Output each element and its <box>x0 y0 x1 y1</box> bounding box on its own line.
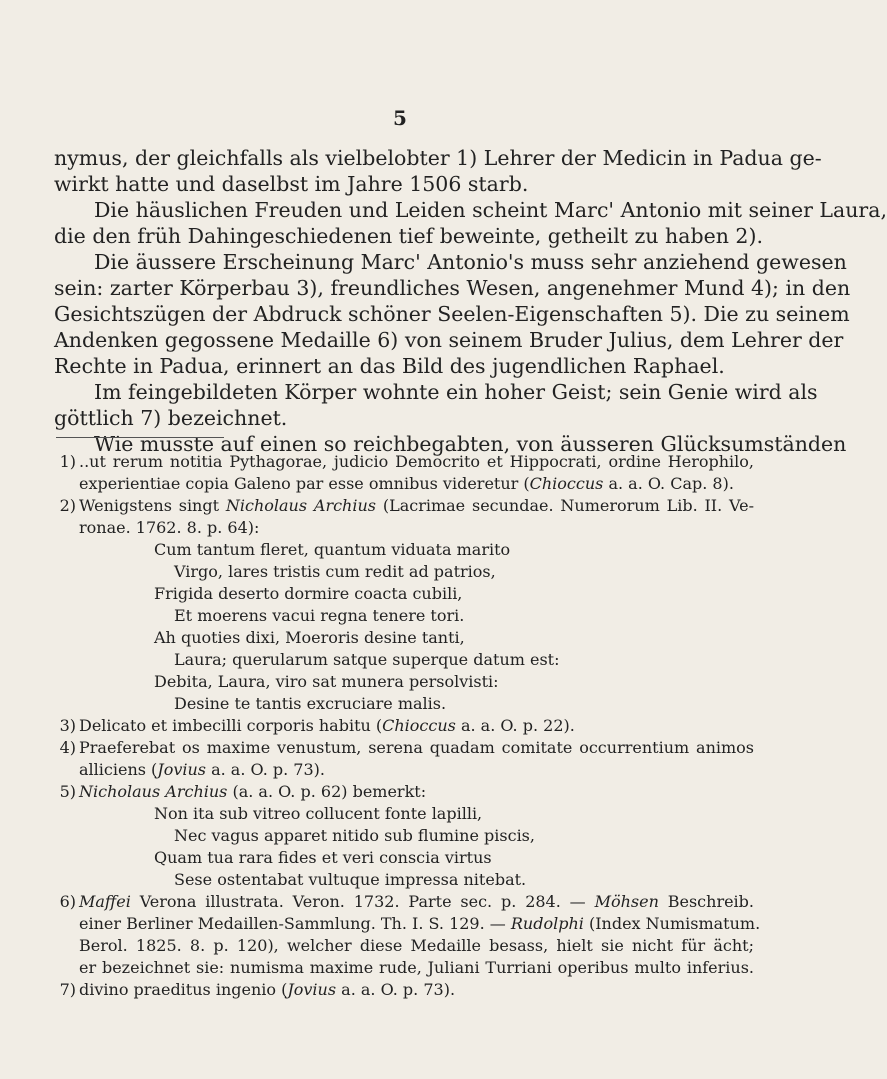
verse-line: Ah quoties dixi, Moeroris desine tanti, <box>154 628 465 647</box>
footnote-number: 5) <box>59 782 76 801</box>
footnotes <box>54 451 761 1001</box>
body-line: nymus, der gleichfalls als vielbelobter 1) Lehrer der Medicin in Padua ge- <box>54 146 822 170</box>
footnote-number: 7) <box>59 980 76 999</box>
verse-line: Frigida deserto dormire coacta cubili, <box>154 584 463 603</box>
footnote-number: 4) <box>59 738 76 757</box>
body-line: wirkt hatte und daselbst im Jahre 1506 starb. <box>54 172 529 196</box>
verse-line: Et moerens vacui regna tenere tori. <box>174 606 465 625</box>
verse-line: Desine te tantis excruciare malis. <box>174 694 447 713</box>
footnote-line: einer Berliner Medaillen-Sammlung. Th. I. S. 129. — Rudolphi (Index Numismatum. <box>79 914 761 933</box>
verse-line: Cum tantum fleret, quantum viduata marito <box>154 540 511 559</box>
footnote-1 <box>54 451 754 495</box>
page-number: 5 <box>393 106 407 130</box>
footnote-number: 2) <box>59 496 76 515</box>
body-line: die den früh Dahingeschiedenen tief beweinte, getheilt zu haben 2). <box>54 224 763 248</box>
verse-quotation <box>79 803 754 891</box>
footnote-4 <box>54 737 754 781</box>
footnote-7 <box>54 979 754 1001</box>
verse-line: Sese ostentabat vultuque impressa nitebat. <box>174 870 527 889</box>
body-line: Andenken gegossene Medaille 6) von seinem Bruder Julius, dem Lehrer der <box>54 328 844 352</box>
body-line: Im feingebildeten Körper wohnte ein hoher Geist; sein Genie wird als <box>94 380 818 404</box>
footnote-line: alliciens (Jovius a. a. O. p. 73). <box>79 760 325 779</box>
footnote-line: Maffei Verona illustrata. Veron. 1732. Parte sec. p. 284. — Möhsen Beschreib. <box>79 892 755 911</box>
verse-line: Nec vagus apparet nitido sub flumine piscis, <box>174 826 535 845</box>
body-line: Wie musste auf einen so reichbegabten, von äusseren Glücksumständen <box>94 432 847 456</box>
body-text <box>54 145 887 457</box>
footnote-line: ..ut rerum notitia Pythagorae, judicio Democrito et Hippocrati, ordine Herophilo, <box>79 452 754 471</box>
body-line: Die äussere Erscheinung Marc' Antonio's muss sehr anziehend gewesen <box>94 250 847 274</box>
footnote-3 <box>54 715 754 737</box>
footnote-2 <box>54 495 754 715</box>
body-line: Gesichtszügen der Abdruck schöner Seelen-Eigenschaften 5). Die zu seinem <box>54 302 850 326</box>
footnote-line: ronae. 1762. 8. p. 64): <box>79 518 260 537</box>
footnote-line: Wenigstens singt Nicholaus Archius (Lacrimae secundae. Numerorum Lib. II. Ve- <box>79 496 755 515</box>
body-line: göttlich 7) bezeichnet. <box>54 406 288 430</box>
body-line: Die häuslichen Freuden und Leiden scheint Marc' Antonio mit seiner Laura, <box>94 198 887 222</box>
verse-line: Quam tua rara fides et veri conscia virtus <box>154 848 492 867</box>
verse-quotation <box>79 539 754 715</box>
footnote-number: 3) <box>59 716 76 735</box>
footnote-line: Praeferebat os maxime venustum, serena quadam comitate occurrentium animos <box>79 738 754 757</box>
verse-line: Non ita sub vitreo collucent fonte lapilli, <box>154 804 483 823</box>
footnote-line: experientiae copia Galeno par esse omnibus videretur (Chioccus a. a. O. Cap. 8). <box>79 474 734 493</box>
footnote-separator <box>56 437 224 438</box>
verse-line: Debita, Laura, viro sat munera persolvisti: <box>154 672 499 691</box>
verse-line: Laura; querularum satque superque datum est: <box>174 650 560 669</box>
footnote-line: Delicato et imbecilli corporis habitu (Chioccus a. a. O. p. 22). <box>79 716 575 735</box>
footnote-line: divino praeditus ingenio (Jovius a. a. O. p. 73). <box>79 980 456 999</box>
footnote-6 <box>54 891 761 979</box>
verse-line: Virgo, lares tristis cum redit ad patrios, <box>174 562 496 581</box>
footnote-line: er bezeichnet sie: numisma maxime rude, Juliani Turriani operibus multo inferius. <box>79 958 754 977</box>
footnote-line: Nicholaus Archius (a. a. O. p. 62) bemerkt: <box>79 782 427 801</box>
body-line: sein: zarter Körperbau 3), freundliches Wesen, angenehmer Mund 4); in den <box>54 276 851 300</box>
body-line: Rechte in Padua, erinnert an das Bild des jugendlichen Raphael. <box>54 354 725 378</box>
footnote-number: 6) <box>59 892 76 911</box>
footnote-line: Berol. 1825. 8. p. 120), welcher diese Medaille besass, hielt sie nicht für ächt; <box>79 936 754 955</box>
footnote-5 <box>54 781 754 891</box>
footnote-number: 1) <box>59 452 76 471</box>
